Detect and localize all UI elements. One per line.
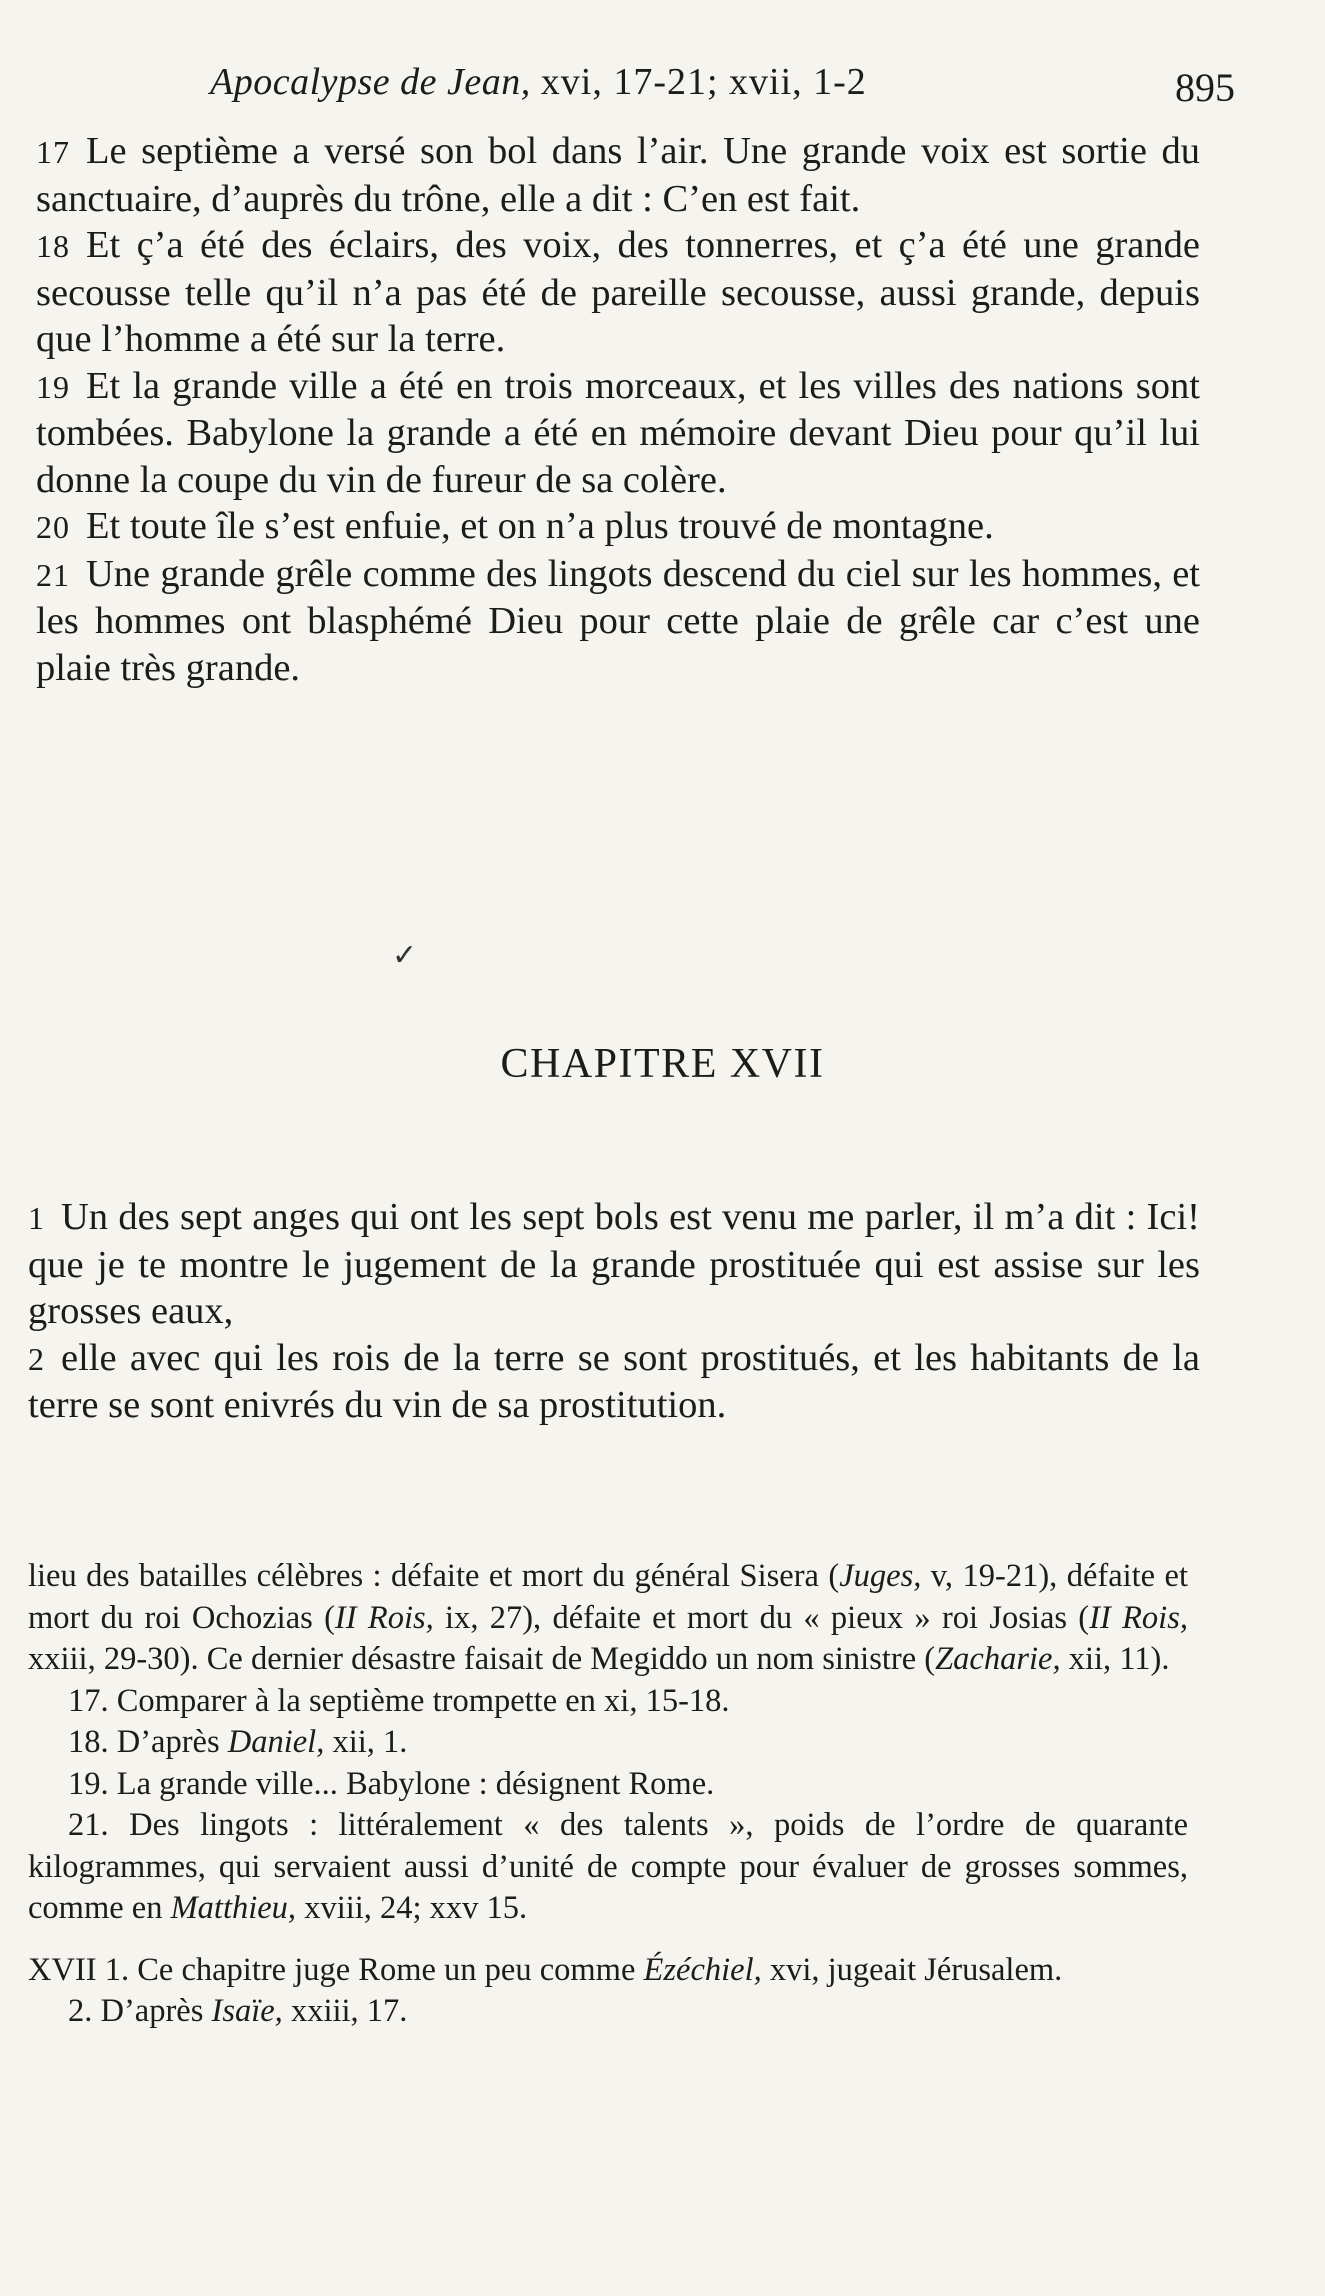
verse-16-20 [36, 503, 1200, 551]
note-text: xvi, jugeait Jérusalem. [761, 1951, 1063, 1988]
note-text: XVII 1. Ce chapitre juge Rome un peu comme [28, 1951, 644, 1988]
note-text: xxiii, 29-30). Ce dernier désastre faisait de Megiddo un nom sinistre ( [28, 1641, 936, 1677]
verse-text: Et toute île s’est enfuie, et on n’a plus trouvé de montagne. [86, 505, 994, 547]
verse-number: 1 [28, 1200, 45, 1236]
verses-chapter-17 [28, 1194, 1200, 1429]
note-citation: Juges, [839, 1558, 922, 1594]
note-citation: Zacharie, [935, 1641, 1061, 1677]
footnotes [28, 1556, 1188, 2033]
verse-17-2 [28, 1335, 1200, 1429]
verse-16-19 [36, 363, 1200, 504]
note-citation: Matthieu, [170, 1890, 297, 1926]
note-text: 18. D’après [68, 1724, 228, 1760]
footnote-continuation [28, 1556, 1188, 1681]
verse-text: Un des sept anges qui ont les sept bols est venu me parler, il m’a dit : Ici! que je te montre le jugement de la grande prostituée qui est assise sur les grosses eaux, [28, 1196, 1200, 1332]
note-citation: Daniel, [227, 1724, 325, 1760]
header-reference: xvi, 17-21; xvii, 1-2 [540, 61, 867, 103]
verse-number: 2 [28, 1340, 45, 1377]
note-citation: II Rois, [1089, 1599, 1188, 1636]
header-title [210, 60, 867, 104]
verse-17-1 [28, 1194, 1200, 1335]
footnote-19: 19. La grande ville... Babylone : désignent Rome. [68, 1765, 715, 1802]
verse-number: 21 [36, 556, 70, 593]
footnote-21 [28, 1805, 1188, 1930]
note-text: xii, 1. [324, 1724, 408, 1760]
footnote-18 [28, 1722, 1188, 1764]
verse-text: Et la grande ville a été en trois morceaux, et les villes des nations sont tombées. Babylone la grande a été en mémoire devant Dieu pour qu’il lui donne la coupe du vin de fureur de sa colère. [36, 364, 1200, 501]
page-number: 895 [1175, 65, 1235, 110]
verse-text: Une grande grêle comme des lingots descend du ciel sur les hommes, et les hommes ont blasphémé Dieu pour cette plaie de grêle car c’est une plaie très grande. [36, 552, 1200, 689]
verse-16-21 [36, 551, 1200, 692]
note-text: xii, 11). [1060, 1641, 1170, 1677]
verse-16-18 [36, 222, 1200, 363]
running-header [210, 60, 1235, 120]
verse-number: 17 [36, 134, 70, 170]
note-text: lieu des batailles célèbres : défaite et mort du général Sisera ( [28, 1558, 840, 1594]
pencil-check-mark: ✓ [392, 938, 418, 973]
footnote-xvii-1 [28, 1950, 1188, 1992]
verse-16-17 [36, 128, 1200, 222]
footnote-xvii-2 [28, 1991, 1188, 2033]
note-text: 21. Des lingots : littéralement « des talents », poids de l’ordre de quarante kilogrammes, qui servaient aussi d’unité de compte pour évaluer de grosses sommes, comme en [28, 1807, 1188, 1926]
note-text: ix, 27), défaite et mort du « pieux » roi Josias ( [433, 1599, 1090, 1636]
header-book-title: Apocalypse de Jean, [210, 61, 531, 103]
verse-text: Et ç’a été des éclairs, des voix, des tonnerres, et ç’a été une grande secousse telle qu’il n’a pas été de pareille secousse, aussi grande, depuis que l’homme a été sur la terre. [36, 224, 1200, 360]
note-text: xviii, 24; xxv 15. [296, 1890, 528, 1926]
note-text: 2. D’après [68, 1993, 212, 2029]
chapter-heading: CHAPITRE XVII [500, 1041, 825, 1087]
verse-text: elle avec qui les rois de la terre se sont prostitués, et les habitants de la terre se sont enivrés du vin de sa prostitution. [28, 1336, 1200, 1426]
verse-text: Le septième a versé son bol dans l’air. Une grande voix est sortie du sanctuaire, d’auprès du trône, elle a dit : C’en est fait. [36, 130, 1200, 220]
footnote-17: 17. Comparer à la septième trompette en xi, 15-18. [68, 1682, 730, 1719]
note-citation: Ézéchiel, [643, 1951, 762, 1988]
note-text: xxiii, 17. [282, 1993, 408, 2029]
note-citation: Isaïe, [211, 1993, 283, 2029]
note-citation: II Rois, [334, 1599, 434, 1636]
verses-chapter-16 [36, 128, 1200, 691]
note-text: v, 19-21), défaite et mort du roi Ochozias ( [28, 1558, 1188, 1636]
verse-number: 20 [36, 509, 70, 545]
verse-number: 18 [36, 228, 70, 264]
verse-number: 19 [36, 368, 70, 405]
